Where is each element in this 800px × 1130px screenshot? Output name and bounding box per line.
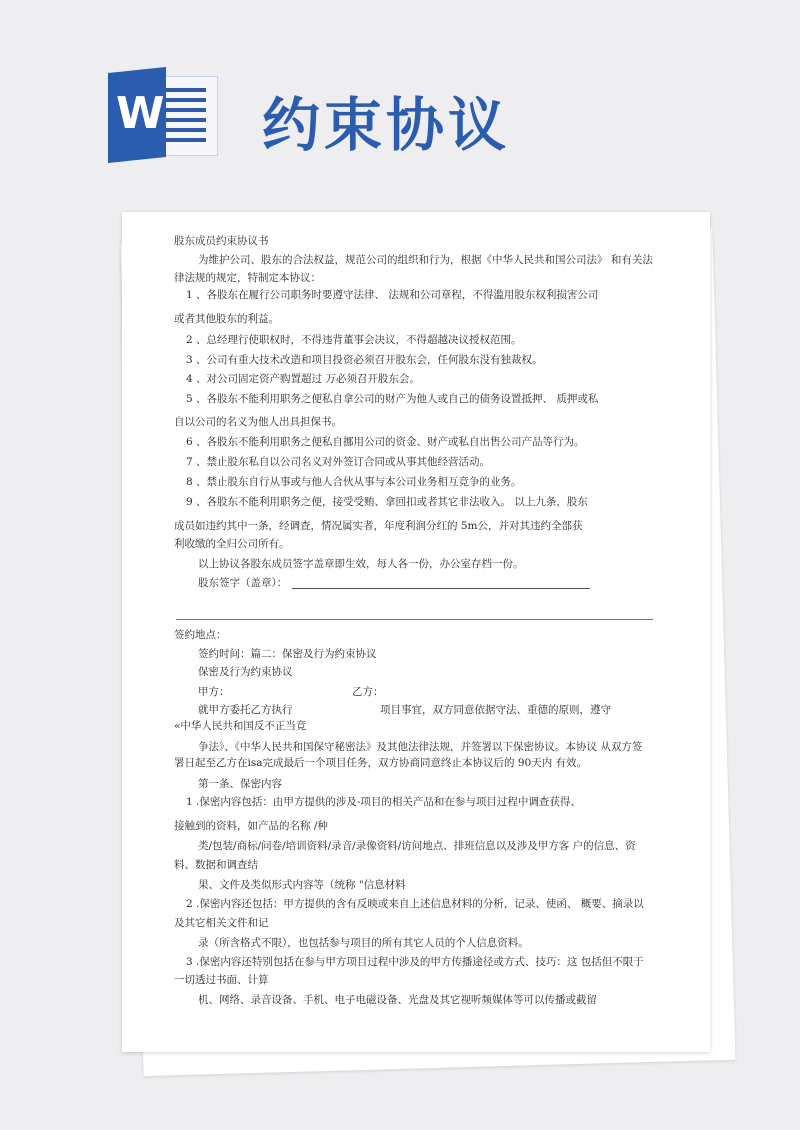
doc-line: 律法规的规定，特制定本协议： [174, 272, 321, 284]
doc-line: 署日起至乙方在isa完成最后一个项目任务，双方协商同意终止本协议后的 90天内 有效。 [174, 757, 588, 769]
doc-line: 或者其他股东的利益。 [174, 313, 279, 325]
doc-line: 录（所含格式不限），也包括参与项目的所有其它人员的个人信息资料。 [198, 937, 529, 949]
header-banner [0, 0, 800, 200]
doc-line: 项目事宜，双方同意依据守法、重德的原则，遵守 [380, 704, 611, 716]
clause-3: 3 、公司有重大技术改造和项目投资必须召开股东会，任何股东没有独裁权。 [186, 354, 543, 366]
clause-4: 4 、对公司固定资产购置超过 万必须召开股东会。 [186, 373, 420, 385]
doc-line: «中华人民共和国反不正当竞 [174, 720, 307, 732]
doc-line: 成员如违约其中一条，经调查，情况属实者，年度利润分红的 5m公，并对其违约全部获 [174, 520, 583, 532]
clause-7: 7 、禁止股东私自以公司名义对外签订合同或从事其他经营活动。 [186, 456, 491, 468]
sub-title: 保密及行为约束协议 [198, 666, 293, 678]
doc-line: 为维护公司、股东的合法权益，规范公司的组织和行为，根据《中华人民共和国公司法》 和有关法 [198, 254, 653, 266]
clause-1: 1 、各股东在履行公司职务时要遵守法律、 法规和公司章程，不得滥用股东权利损害公司 [186, 289, 599, 301]
doc-line: 利收缴的全归公司所有。 [174, 538, 290, 550]
doc-title: 股东成员约束协议书 [174, 235, 269, 247]
doc-line: 机、网络、录音设备、手机、电子电磁设备、光盘及其它视听频媒体等可以传播或截留 [198, 994, 597, 1006]
signature-label: 股东签字（盖章）： [198, 577, 288, 589]
section-divider [176, 619, 653, 620]
signing-place: 签约地点： [174, 629, 227, 641]
word-document-icon [108, 70, 218, 160]
signature-line [292, 588, 590, 589]
item-3: 3 .保密内容还特别包括在参与甲方项目过程中涉及的甲方传播途径或方式、技巧：这 包括但不限于 [186, 956, 644, 968]
doc-line: 接触到的资料，如产品的名称 /种 [174, 820, 328, 832]
doc-line: 自以公司的名义为他人出具担保书。 [174, 416, 342, 428]
doc-line: 果、文件及类似形式内容等（统称 "信息材料 [198, 879, 406, 891]
doc-line: 以上协议各股东成员签字盖章即生效，每人各一份，办公室存档一份。 [198, 558, 524, 570]
signing-time: 签约时间：篇二：保密及行为约束协议 [198, 648, 377, 660]
doc-line: 及其它相关文件和记 [174, 917, 269, 929]
doc-line: 一切透过书面、计算 [174, 974, 269, 986]
clause-2: 2 、总经理行使职权时，不得违背董事会决议，不得超越决议授权范围。 [186, 334, 522, 346]
clause-6: 6 、各股东不能利用职务之便私自挪用公司的资金、财产或私自出售公司产品等行为。 [186, 436, 585, 448]
party-a: 甲方： [198, 686, 230, 698]
doc-line: 类/包装/商标/问卷/培训资料/录音/录像资料/访问地点、排班信息以及涉及甲方客 户的信息、资 [198, 840, 636, 852]
word-icon-letter: W [116, 88, 165, 139]
page-title: 约束协议 [262, 91, 511, 159]
party-b: 乙方： [352, 686, 384, 698]
item-2: 2 .保密内容还包括：甲方提供的含有反映或来自上述信息材料的分析，记录、使函、 概要、摘录以 [186, 898, 644, 910]
clause-9: 9 、各股东不能利用职务之便，接受受贿、拿回扣或者其它非法收入。 以上九条，股东 [186, 496, 588, 508]
doc-line: 料、数据和调查结 [174, 859, 258, 871]
doc-line: 争法》、《中华人民共和国保守秘密法》及其他法律法规，并签署以下保密协议。本协议 从双方签 [198, 741, 643, 753]
article-1-heading: 第一条、保密内容 [198, 778, 282, 790]
item-1: 1 .保密内容包括：由甲方提供的涉及-项目的相关产品和在参与项目过程中调查获得、 [186, 796, 581, 808]
clause-5: 5 、各股东不能利用职务之便私自拿公司的财产为他人或自己的债务设置抵押、 质押或私 [186, 393, 599, 405]
document-page [122, 212, 710, 1052]
clause-8: 8 、禁止股东自行从事或与他人合伙从事与本公司业务相互竞争的业务。 [186, 476, 522, 488]
doc-line: 就甲方委托乙方执行 [198, 704, 293, 716]
